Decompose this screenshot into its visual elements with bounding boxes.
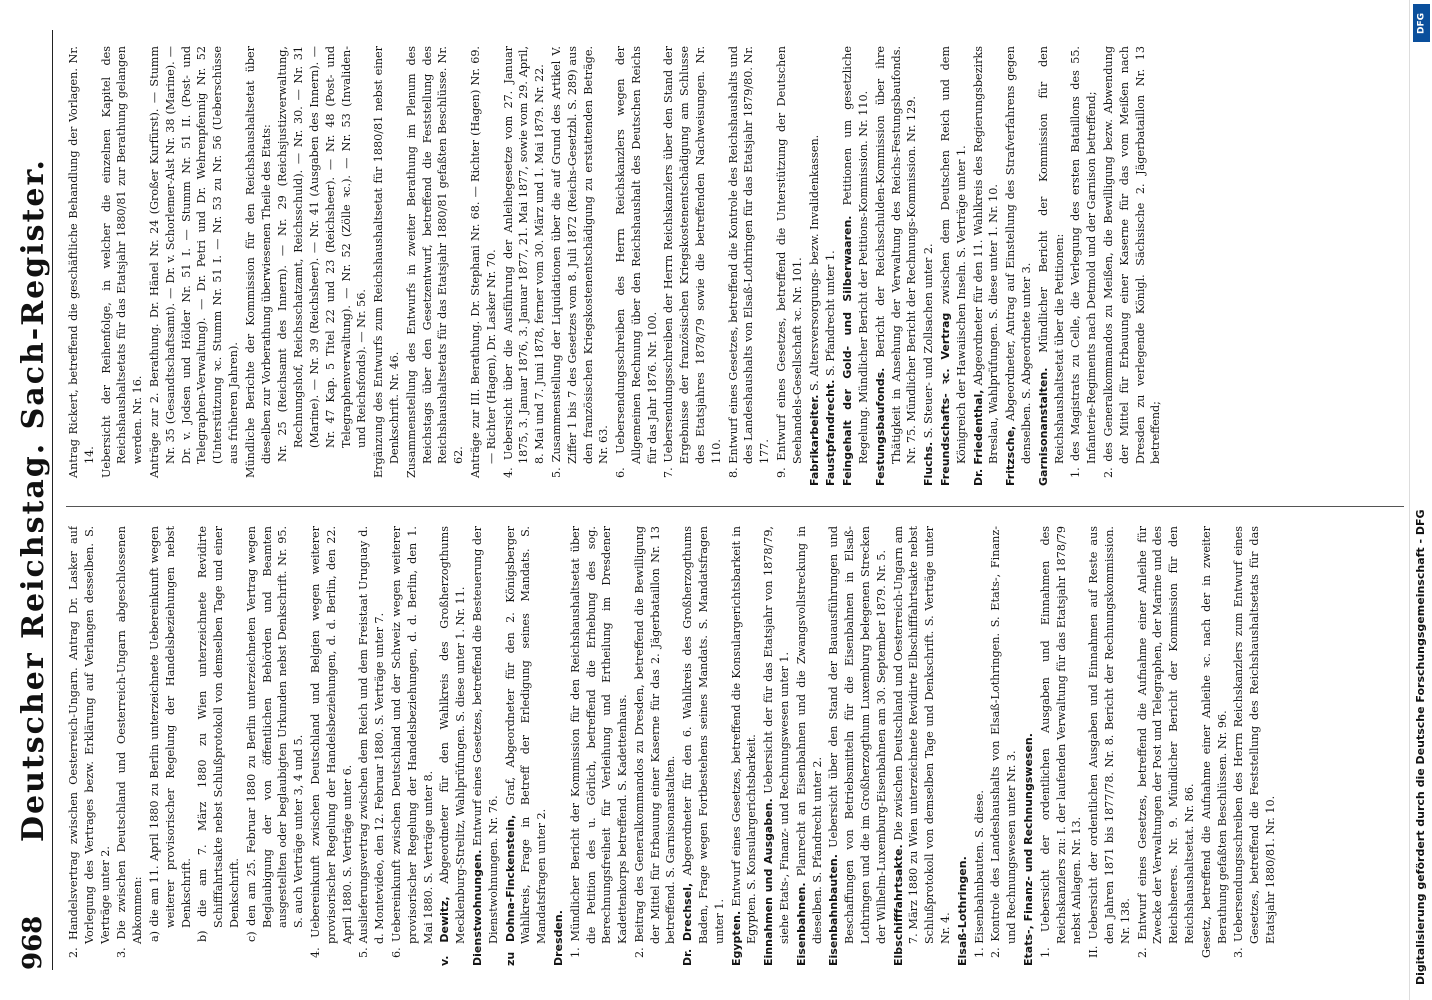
- register-entry: [921, 46, 937, 486]
- register-keyword: Einnahmen und Ausgaben.: [762, 798, 776, 966]
- register-sub: [549, 46, 612, 486]
- register-text: 1. des Magistrats zu Celle, die Verlegung des ersten Bataillons des 55. Infanterie-Regiments nach Detmold und der Garnison betreffend;: [1069, 46, 1099, 478]
- register-keyword: Dienstwohnungen.: [470, 849, 484, 966]
- register-text: zwischen dem Deutschen Reich und dem Königreich der Hawaiischen Inseln. S. Verträge unter 1.: [939, 46, 968, 464]
- register-text: 5. Zusammenstellung der Liquidationen über die auf Grund des Artikel V. Ziffer 1 bis 7 des Gesetzes vom 8. Juli 1872 (Reichs-Gesetzbl. S. 289) aus den französischen Kriegskostenentschädigung zu erstattenden Beträge. Nr. 63.: [549, 46, 611, 478]
- page-number: 968: [18, 915, 48, 970]
- register-entry: [551, 526, 567, 966]
- register-text: 1. Uebersicht der ordentlichen Ausgaben und Einnahmen des Reichskanzlers zu: I. der laufenden Verwaltung für das Etatsjahr 1878/79 nebst Anlagen. Nr. 13.: [1038, 526, 1084, 958]
- register-text: S. Steuer- und Zollsachen unter 2.: [922, 243, 936, 439]
- page-header: [12, 30, 53, 970]
- register-sub: [661, 46, 724, 486]
- register-text: Uebersicht über den Stand der Bauausführungen und Beschaffungen von Betriebsmitteln für die Eisenbahnen in Elsaß-Lothringen und die im Großherzogthum Luxemburg belegenen Strecken der Wilhelm-Luxemburg-Eisenbahnen am 30. September 1879. Nr. 5.: [827, 526, 888, 944]
- register-sub: [1068, 46, 1100, 486]
- register-keyword: Festungsbaufonds.: [873, 367, 887, 486]
- register-text: a) die am 11. April 1880 zu Berlin unterzeichnete Uebereinkunft wegen weiterer provisorischer Regelung der Handelsbeziehungen nebst Denkschrift.: [147, 526, 193, 942]
- register-subsub: [275, 46, 370, 486]
- register-sub: [632, 526, 679, 966]
- register-entry: [470, 526, 502, 966]
- register-text: Petitionen um gesetzliche Regelung. Mündlicher Bericht der Petitions-Kommission. Nr. 110.: [841, 46, 871, 464]
- column-divider: [66, 506, 1404, 507]
- register-text: Uebersicht der für das Etatsjahr von 1878/79, siehe Etats-, Finanz- und Rechnungswesen unter 1.: [762, 526, 792, 944]
- register-keyword: Dr. Friedenthal,: [971, 389, 985, 486]
- register-text: 2. Kontrole des Landeshaushalts von Elsaß-Lothringen. S. Etats-, Finanz- und Rechnungswesen unter Nr. 3.: [989, 526, 1019, 958]
- register-keyword: Elbschifffahrtsakte.: [891, 844, 905, 966]
- register-text: S. Altersversorgungs- bezw. Invalidenkassen.: [807, 134, 821, 392]
- register-entry: [1021, 526, 1037, 966]
- register-entry: [938, 46, 970, 486]
- register-text: Abgeordneter für den Wahlkreis des Großherzogthums Mecklenburg-Strelitz, Wahlprüfungen. S. diese unter 1. Nr. 11.: [438, 526, 468, 944]
- register-text: Ergänzung des Entwurfs zum Reichshaushaltsetat für 1880/81 nebst einer Denkschrift. Nr. 46.: [372, 46, 401, 478]
- register-text: 6. Uebersendungsschreiben des Herrn Reichskanzlers wegen der Allgemeinen Rechnung über den Reichshaushalt des Deutschen Reichs für das Jahr 1876. Nr. 100.: [614, 46, 659, 478]
- register-text: 3. Die zwischen Deutschland und Oesterreich-Ungarn abgeschlossenen Abkommen:: [115, 526, 145, 958]
- digitization-sidebar: [1409, 0, 1432, 1000]
- register-entry: [437, 526, 469, 966]
- register-text: 4. Uebereinkunft zwischen Deutschland und Belgien wegen weiterer provisorischer Regelung der Handelsbeziehungen, d. d. Berlin, den 22. April 1880. S. Verträge unter 6.: [308, 526, 354, 958]
- register-text: 1. Eisenbahnbauten. S. diese.: [972, 790, 986, 958]
- register-text: II. Uebersicht der ordentlichen Ausgaben und Einnahmen auf Reste aus den Jahren 1871 bis 1877/78. Nr. 8. Bericht der Rechnungskommission. Nr. 138.: [1087, 526, 1132, 958]
- register-sub: [1135, 526, 1198, 966]
- register-sub: [356, 526, 388, 966]
- register-text: 6. Uebereinkunft zwischen Deutschland und der Schweiz wegen weiterer provisorischer Regelung der Handelsbeziehungen, d. d. Berlin, den 1. Mai 1880. S. Verträge unter 8.: [389, 526, 435, 958]
- register-entry: [807, 46, 823, 486]
- register-keyword: Freundschafts- ꝛc. Vertrag: [939, 312, 953, 486]
- register-text: b) die am 7. März 1880 zu Wien unterzeichnete Revidirte Schifffahrtsakte nebst Schlußprotokoll von demselben Tage und einer Denkschrift.: [196, 526, 241, 942]
- register-sub: [501, 46, 548, 486]
- register-sub: [99, 46, 146, 486]
- register-sub: [568, 526, 631, 966]
- register-entry: [840, 46, 872, 486]
- register-text: 5. Auslieferungsvertrag zwischen dem Reich und dem Freistaat Uruguay d. d. Montevideo, den 12. Februar 1880. S. Verträge unter 7.: [357, 526, 387, 958]
- right-column: [66, 46, 1404, 486]
- register-subsub: [244, 526, 307, 966]
- register-entry: [1036, 46, 1068, 486]
- register-text: Bericht der Reichsschulden-Kommission über ihre Thätigkeit in Ansehung der Verwaltung des Reichs-Festungsbaufonds. Nr. 75. Mündlicher Bericht der Rechnungs-Kommission. Nr. 129.: [873, 46, 919, 464]
- register-sub: [404, 46, 467, 486]
- register-text: 2. des Generalkommandos zu Meißen, die Bewilligung bezw. Abwendung der Mittel für Erbauung einer Kaserne für das vom Meißen nach Dresden zu verlegende Königl. Sächsische 2. Jägerbataillon Nr. 13 betreffend;: [1102, 46, 1163, 478]
- register-sub: [774, 46, 806, 486]
- register-sub: [1086, 526, 1133, 966]
- register-text: 7. Uebersendungsschreiben der Herrn Reichskanzlers über den Stand der Ergebnisse der französischen Kriegskostenentschädigung am Schlusse des Etatsjahres 1878/79 sowie die betreffenden Nachweisungen. Nr. 110.: [662, 46, 723, 478]
- register-text: Planrecht an Eisenbahnen und die Zwangsvollstreckung in dieselben. S. Pfandrecht unter 2.: [794, 526, 824, 944]
- dfg-logo: DFG: [1413, 4, 1430, 42]
- register-sub: [1199, 526, 1231, 966]
- register-sub: [1038, 526, 1085, 966]
- register-text: S. Pfandrecht unter 1.: [824, 250, 838, 377]
- register-entry: [680, 526, 727, 966]
- register-text: Abgeordneter für den 11. Wahlkreis des Regierungsbezirks Breslau, Wahlprüfungen. S. diese unter 1. Nr. 10.: [971, 46, 1001, 464]
- register-text: 3. Uebersendungsschreiben des Herrn Reichskanzlers zum Entwurf eines Gesetzes, betreffend die Feststellung des Reichshaushaltsetats für das Etatsjahr 1880/81. Nr. 10.: [1232, 526, 1277, 958]
- register-sub: [613, 46, 660, 486]
- register-keyword: Egypten.: [729, 910, 743, 966]
- register-text: c) den am 25. Februar 1880 zu Berlin unterzeichneten Vertrag wegen Beglaubigung der von öffentlichen Behörden und Beamten ausgestellten oder beglaubigten Urkunden nebst Denkschrift. Nr. 95. S. auch Verträge unter 3, 4 und 5.: [244, 526, 306, 942]
- register-entry: [891, 526, 954, 966]
- register-text: Mündliche Berichte der Kommission für den Reichshaushaltsetat über dieselben zur Vorberathung überwiesenen Theile des Etats:: [243, 46, 273, 478]
- register-text: Entwurf eines Gesetzes, betreffend die Besteuerung der Dienstwohnungen. Nr. 76.: [470, 526, 500, 944]
- register-keyword: Etats-, Finanz- und Rechnungswesen.: [1022, 733, 1036, 966]
- register-keyword: Fabrikarbeiter.: [807, 394, 821, 486]
- register-sub: [1101, 46, 1164, 486]
- register-sub: [66, 46, 98, 486]
- register-sub: [389, 526, 436, 966]
- register-text: 2. Handelsvertrag zwischen Oesterreich-Ungarn. Antrag Dr. Lasker auf Vorlegung des Vertrages bezw. Erklärung auf Verlangen desselben. S. Verträge unter 2.: [67, 526, 112, 958]
- register-text: Antrag Rickert, betreffend die geschäftliche Behandlung der Vorlagen. Nr. 14.: [67, 46, 96, 478]
- register-text: Abgeordneter, Antrag auf Einstellung des Strafverfahrens gegen denselben. S. Abgeordnete unter 3.: [1004, 46, 1034, 464]
- register-sub: [972, 526, 988, 966]
- register-entry: [955, 526, 971, 966]
- register-keyword: Eisenbahnbauten.: [827, 854, 841, 966]
- register-entry: [826, 526, 889, 966]
- digitization-credit: Digitalisierung gefördert durch die Deutsche Forschungsgemeinschaft - DFG: [1414, 509, 1427, 985]
- register-entry: [729, 526, 761, 966]
- register-entry: [761, 526, 793, 966]
- left-column: [66, 526, 1404, 966]
- register-text: Entwurf eines Gesetzes, betreffend die Konsulargerichtsbarkeit in Egypten. S. Konsulargerichtsbarkeit.: [729, 526, 759, 944]
- register-keyword: Dresden.: [551, 910, 565, 966]
- register-sub: [66, 526, 113, 966]
- register-text: 2. Entwurf eines Gesetzes, betreffend die Aufnahme einer Anleihe für Zwecke der Verwaltungen der Post und Telegraphen, der Marine und des Reichsheeres. Nr. 9. Mündlicher Bericht der Kommission für den Reichshaushaltsetat. Nr. 86.: [1135, 526, 1196, 958]
- register-text: 8. Entwurf eines Gesetzes, betreffend die Kontrole des Reichshaushalts und des Landeshaushalts von Elsaß-Lothringen für das Etatsjahr 1879/80. Nr. 177.: [726, 46, 772, 478]
- register-subsub: [147, 526, 194, 966]
- register-keyword: Garnisonanstalten.: [1036, 367, 1050, 486]
- register-text: Anträge zur III. Berathung. Dr. Stephani Nr. 68. — Richter (Hagen) Nr. 69. — Richter (Hagen), Dr. Lasker Nr. 70.: [468, 46, 498, 478]
- register-text: Zusammenstellung des Entwurfs in zweiter Berathung im Plenum des Reichstags über den Gesetzentwurf, betreffend die Feststellung des Reichshaushaltsetats für das Etatsjahr 1880/81 gefaßten Beschlüsse. Nr. 62.: [404, 46, 466, 478]
- register-keyword: Faustpfandrecht.: [824, 379, 838, 486]
- register-entry: [971, 46, 1003, 486]
- register-keyword: Feingehalt der Gold- und Silberwaaren.: [841, 215, 855, 486]
- register-text: Mündlicher Bericht der Kommission für den Reichshaushaltsetat über die Petitionen:: [1036, 46, 1066, 464]
- register-text: Graf, Abgeordneter für den 2. Königsberger Wahlkreis, Frage in Betreff der Erledigung seines Mandats. S. Mandatsfragen unter 2.: [503, 526, 549, 944]
- register-keyword: Elsaß-Lothringen.: [955, 856, 969, 966]
- register-text: 2. Beitrag des Generalkommandos zu Dresden, betreffend die Bewilligung der Mittel für Erbauung einer Kaserne für das 2. Jägerbataillon Nr. 13 betreffend. S. Garnisonanstalten.: [632, 526, 678, 958]
- register-entry: [873, 46, 920, 486]
- register-text: Nr. 25 (Reichsamt des Innern). — Nr. 29 (Reichsjustizverwaltung, Rechnungshof, Reichsschatzamt, Reichsschuld). — Nr. 30. — Nr. 31 (Marine). — Nr. 39 (Reichsheer). — Nr. 41 (Ausgaben des Innern). — Nr. 47 Kap. 5 Titel 22 und 23 (Reichsheer). — Nr. 48 (Post- und Telegraphenverwaltung). — Nr. 52 (Zölle ꝛc.). — Nr. 53 (Invaliden- und Reichsfonds). — Nr. 56.: [276, 46, 369, 462]
- register-entry: [1003, 46, 1035, 486]
- register-text: Uebersicht der Reihenfolge, in welcher die einzelnen Kapitel des Reichshaushaltsetats für das Etatsjahr 1880/81 zur Berathung gelangen werden. Nr. 16.: [99, 46, 145, 478]
- register-text: Die zwischen Deutschland und Oesterreich-Ungarn am 7. März 1880 zu Wien unterzeichnete Revidirte Elbschifffahrtsakte nebst Schlußprotokoll von demselben Tage und Denkschrift. S. Verträge unter Nr. 4.: [891, 526, 953, 944]
- register-keyword: Dr. Drechsel,: [681, 882, 695, 966]
- register-keyword: Eisenbahnen.: [794, 882, 808, 966]
- register-text: 9. Entwurf eines Gesetzes, betreffend die Unterstützung der Deutschen Seehandels-Gesellschaft ꝛc. Nr. 101.: [775, 46, 804, 478]
- register-subsub: [195, 526, 242, 966]
- register-sub: [308, 526, 355, 966]
- register-keyword: zu Dohna-Finckenstein,: [503, 814, 517, 966]
- register-sub: [988, 526, 1020, 966]
- running-title: Deutscher Reichstag. Sach-Register.: [16, 158, 51, 842]
- register-sub: [114, 526, 146, 966]
- register-sub: [468, 46, 500, 486]
- register-keyword: Fritzsche,: [1004, 425, 1018, 486]
- register-keyword: v. Dewitz,: [438, 896, 452, 966]
- register-text: Anträge zur 2. Berathung. Dr. Hänel Nr. 24 (Großer Kurfürst). — Stumm Nr. 35 (Gesandtschaftsamt). — Dr. v. Schorlemer-Alst Nr. 38 (Marine). — Dr. v. Jodsen und Hölder Nr. 51 I. — Stumm Nr. 51 II. (Post- und Telegraphen-Verwaltung). — Dr. Petri und Dr. Wehrenpfennig Nr. 52 (Unterstützung ꝛc. Stumm Nr. 51 I. — Nr. 53 zu Nr. 56 (Ueberschüsse aus früheren Jahren).: [147, 46, 240, 478]
- register-keyword: Fluchs.: [922, 441, 936, 486]
- register-entry: [823, 46, 839, 486]
- register-text: 1. Mündlicher Bericht der Kommission für den Reichshaushaltsetat über die Petition des u. Görlich, betreffend die Erhebung des sog. Berechnungsfreiheit für Verleihung und Ertheilung im Dresdener Kadettenkorps betreffend. S. Kadettenhaus.: [568, 526, 630, 958]
- register-sub: [147, 46, 242, 486]
- register-text: Abgeordneter für den 6. Wahlkreis des Großherzogthums Baden, Frage wegen Fortbestehens seines Mandats. S. Mandatsfragen unter 1.: [681, 526, 726, 944]
- register-sub: [726, 46, 773, 486]
- register-text: 4. Uebersicht über die Ausführung der Anleihegesetze vom 27. Januar 1875, 3. Januar 1876, 3. Januar 1877, 21. Mai 1877, sowie vom 29. April, 8. Mai und 7. Juni 1878, ferner vom 30. März und 1. Mai 1879. Nr. 22.: [501, 46, 547, 478]
- register-sub: [1231, 526, 1278, 966]
- register-sub: [371, 46, 403, 486]
- register-sub: [243, 46, 275, 486]
- register-entry: [794, 526, 826, 966]
- register-text: Gesetz, betreffend die Aufnahme einer Anleihe ꝛc. nach der in zweiter Berathung gefaßten Beschlüssen. Nr. 96.: [1199, 526, 1229, 958]
- register-entry: [503, 526, 550, 966]
